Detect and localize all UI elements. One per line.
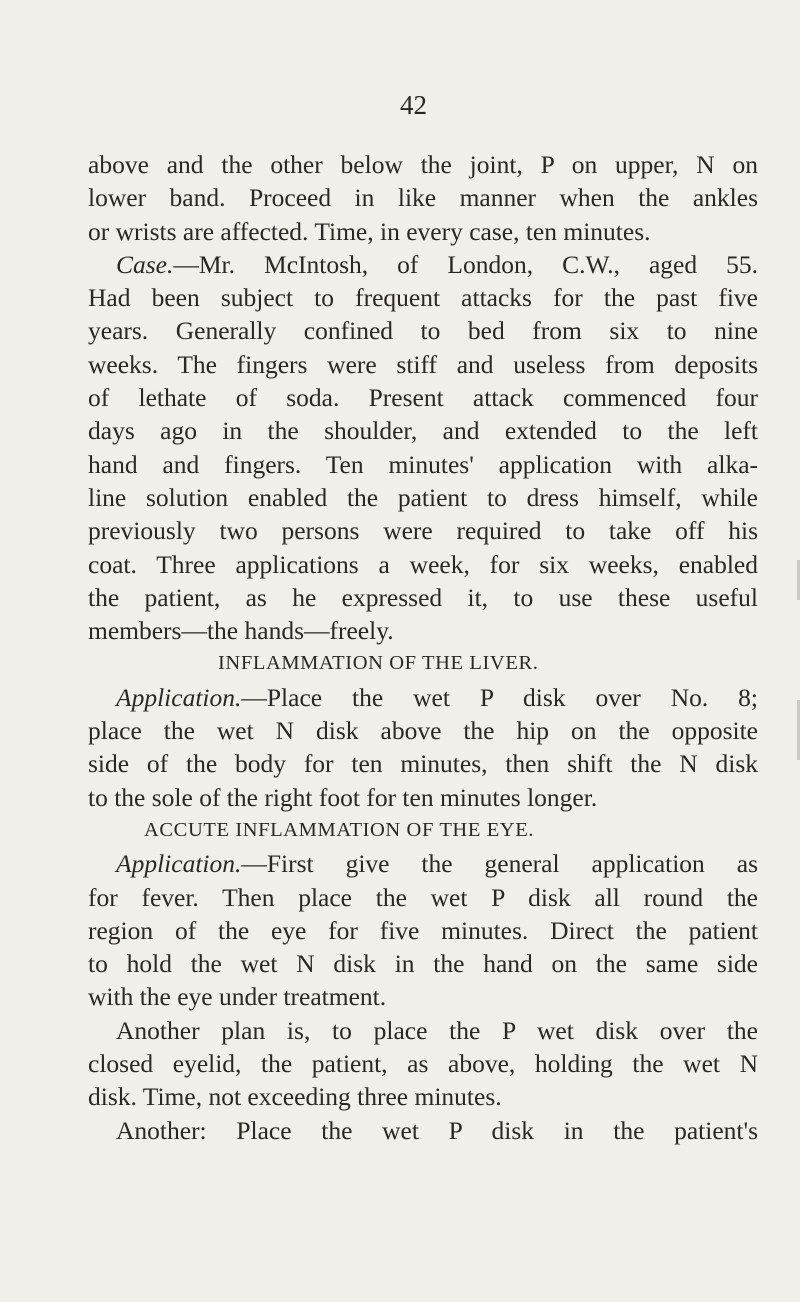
text-line: closed eyelid, the patient, as above, holding the wet N xyxy=(88,1049,758,1079)
text-line: place the wet N disk above the hip on the opposite xyxy=(88,716,758,746)
body-text xyxy=(88,148,758,1147)
text-line: with the eye under treatment. xyxy=(88,982,387,1012)
text-line: to the sole of the right foot for ten minutes longer. xyxy=(88,782,598,812)
text-line: the patient, as he expressed it, to use these useful xyxy=(88,582,758,612)
text-line: Another: Place the wet P disk in the patient's xyxy=(116,1115,758,1145)
application-first-line xyxy=(88,681,758,714)
text-line: to hold the wet N disk in the hand on the same side xyxy=(88,949,758,979)
section-heading-liver: INFLAMMATION OF THE LIVER. xyxy=(218,652,539,675)
text-line: years. Generally confined to bed from six to nine xyxy=(88,316,758,346)
case-intro: —Mr. McIntosh, of London, C.W., aged 55. xyxy=(173,249,758,279)
application-first-line xyxy=(88,847,758,880)
text-line: line solution enabled the patient to dress himself, while xyxy=(88,482,758,512)
text-line: hand and fingers. Ten minutes' application with alka- xyxy=(88,449,758,479)
text-line: region of the eye for five minutes. Direct the patient xyxy=(88,915,758,945)
text-line: members—the hands—freely. xyxy=(88,616,394,646)
text-line: for fever. Then place the wet P disk all round the xyxy=(88,882,758,912)
text-line: Another plan is, to place the P wet disk over the xyxy=(116,1015,758,1045)
text-line: or wrists are affected. Time, in every case, ten minutes. xyxy=(88,216,651,246)
page-number: 42 xyxy=(400,90,427,120)
text-line: above and the other below the joint, P on upper, N on xyxy=(88,150,758,179)
text-line: of lethate of soda. Present attack commenced four xyxy=(88,383,758,413)
text-line: lower band. Proceed in like manner when the ankles xyxy=(88,183,758,213)
text-line: Had been subject to frequent attacks for the past five xyxy=(88,283,758,313)
section-heading-eye: ACCUTE INFLAMMATION OF THE EYE. xyxy=(144,818,535,841)
text-line: disk. Time, not exceeding three minutes. xyxy=(88,1082,502,1112)
text-line: side of the body for ten minutes, then shift the N disk xyxy=(88,749,758,779)
case-first-line xyxy=(88,248,758,281)
application-label: Application. xyxy=(116,682,242,712)
text-line: days ago in the shoulder, and extended to the left xyxy=(88,416,758,446)
application-label: Application. xyxy=(116,849,242,879)
text-line: coat. Three applications a week, for six weeks, enabled xyxy=(88,549,758,579)
text-line: previously two persons were required to take off his xyxy=(88,516,758,546)
case-label: Case. xyxy=(116,249,174,279)
application-intro: —First give the general application as xyxy=(241,849,758,879)
text-line: weeks. The fingers were stiff and useless from deposits xyxy=(88,349,758,379)
application-intro: —Place the wet P disk over No. 8; xyxy=(241,682,758,712)
